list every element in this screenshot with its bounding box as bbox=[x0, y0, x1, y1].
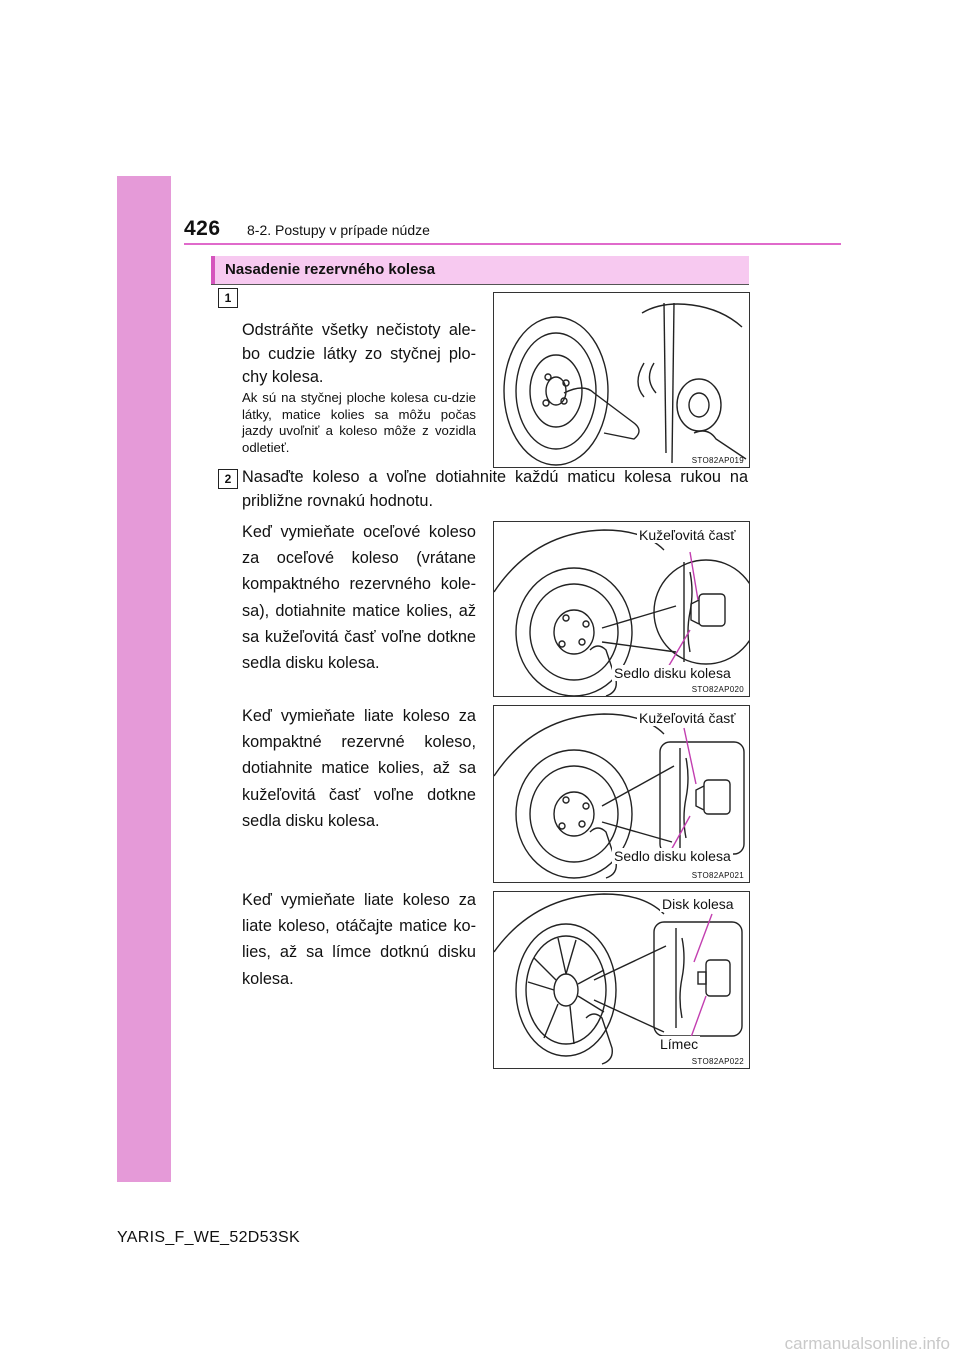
step-2-number: 2 bbox=[218, 469, 238, 489]
chapter-sidebar-tab bbox=[117, 176, 171, 1182]
chapter-title: 8-2. Postupy v prípade núdze bbox=[247, 222, 430, 238]
case-alloy-to-compact-text: Keď vymieňate liate koleso za kompaktné rezervné koleso, dotiahnite matice kolies, až sa kužeľovitá časť voľne dotkne sedla disku kolesa. bbox=[242, 707, 476, 830]
figure-code: STO82AP021 bbox=[691, 871, 744, 880]
document-code: YARIS_F_WE_52D53SK bbox=[117, 1229, 300, 1246]
case-alloy-to-alloy-figure bbox=[493, 891, 750, 1069]
wheel-cleaning-illustration bbox=[494, 293, 750, 468]
page-number: 426 bbox=[184, 217, 221, 240]
label-collar: Límec bbox=[660, 1036, 699, 1052]
figure-code: STO82AP020 bbox=[691, 685, 744, 694]
step-1-number: 1 bbox=[218, 288, 238, 308]
case-alloy-to-alloy-text: Keď vymieňate liate koleso za liate koleso, otáčajte matice ko-lies, až sa límce dotknú disku kolesa. bbox=[242, 891, 476, 988]
figure-code: STO82AP022 bbox=[691, 1057, 744, 1066]
label-wheel-seat: Sedlo disku kolesa bbox=[614, 665, 731, 681]
label-conical-part: Kužeľovitá časť bbox=[639, 710, 736, 726]
label-wheel-seat: Sedlo disku kolesa bbox=[614, 848, 731, 864]
case-steel-wheel-text: Keď vymieňate oceľové koleso za oceľové koleso (vrátane kompaktného rezervného kole-sa), dotiahnite matice kolies, až sa kužeľovitá časť voľne dotkne sedla disku kolesa. bbox=[242, 523, 476, 673]
figure-code: STO82AP019 bbox=[691, 456, 744, 465]
step-1-figure bbox=[493, 292, 750, 468]
step-2-text: Nasaďte koleso a voľne dotiahnite každú maticu kolesa rukou na približne rovnakú hodnotu. bbox=[242, 468, 748, 510]
section-title-divider bbox=[211, 284, 749, 285]
label-wheel-disc: Disk kolesa bbox=[662, 896, 734, 912]
section-title: Nasadenie rezervného kolesa bbox=[211, 256, 749, 284]
alloy-wheel-nut-illustration bbox=[494, 892, 750, 1069]
watermark: carmanualsonline.info bbox=[784, 1334, 950, 1353]
step-1-text: Odstráňte všetky nečistoty ale-bo cudzie látky zo styčnej plo-chy kolesa. bbox=[242, 321, 476, 386]
header-divider bbox=[184, 243, 841, 245]
step-1-note: Ak sú na styčnej ploche kolesa cu-dzie látky, matice kolies sa môžu počas jazdy uvoľniť a koleso môže z vozidla odletieť. bbox=[242, 390, 476, 455]
label-conical-part: Kužeľovitá časť bbox=[639, 527, 736, 543]
case-alloy-to-compact-figure bbox=[493, 705, 750, 883]
case-steel-wheel-figure bbox=[493, 521, 750, 697]
